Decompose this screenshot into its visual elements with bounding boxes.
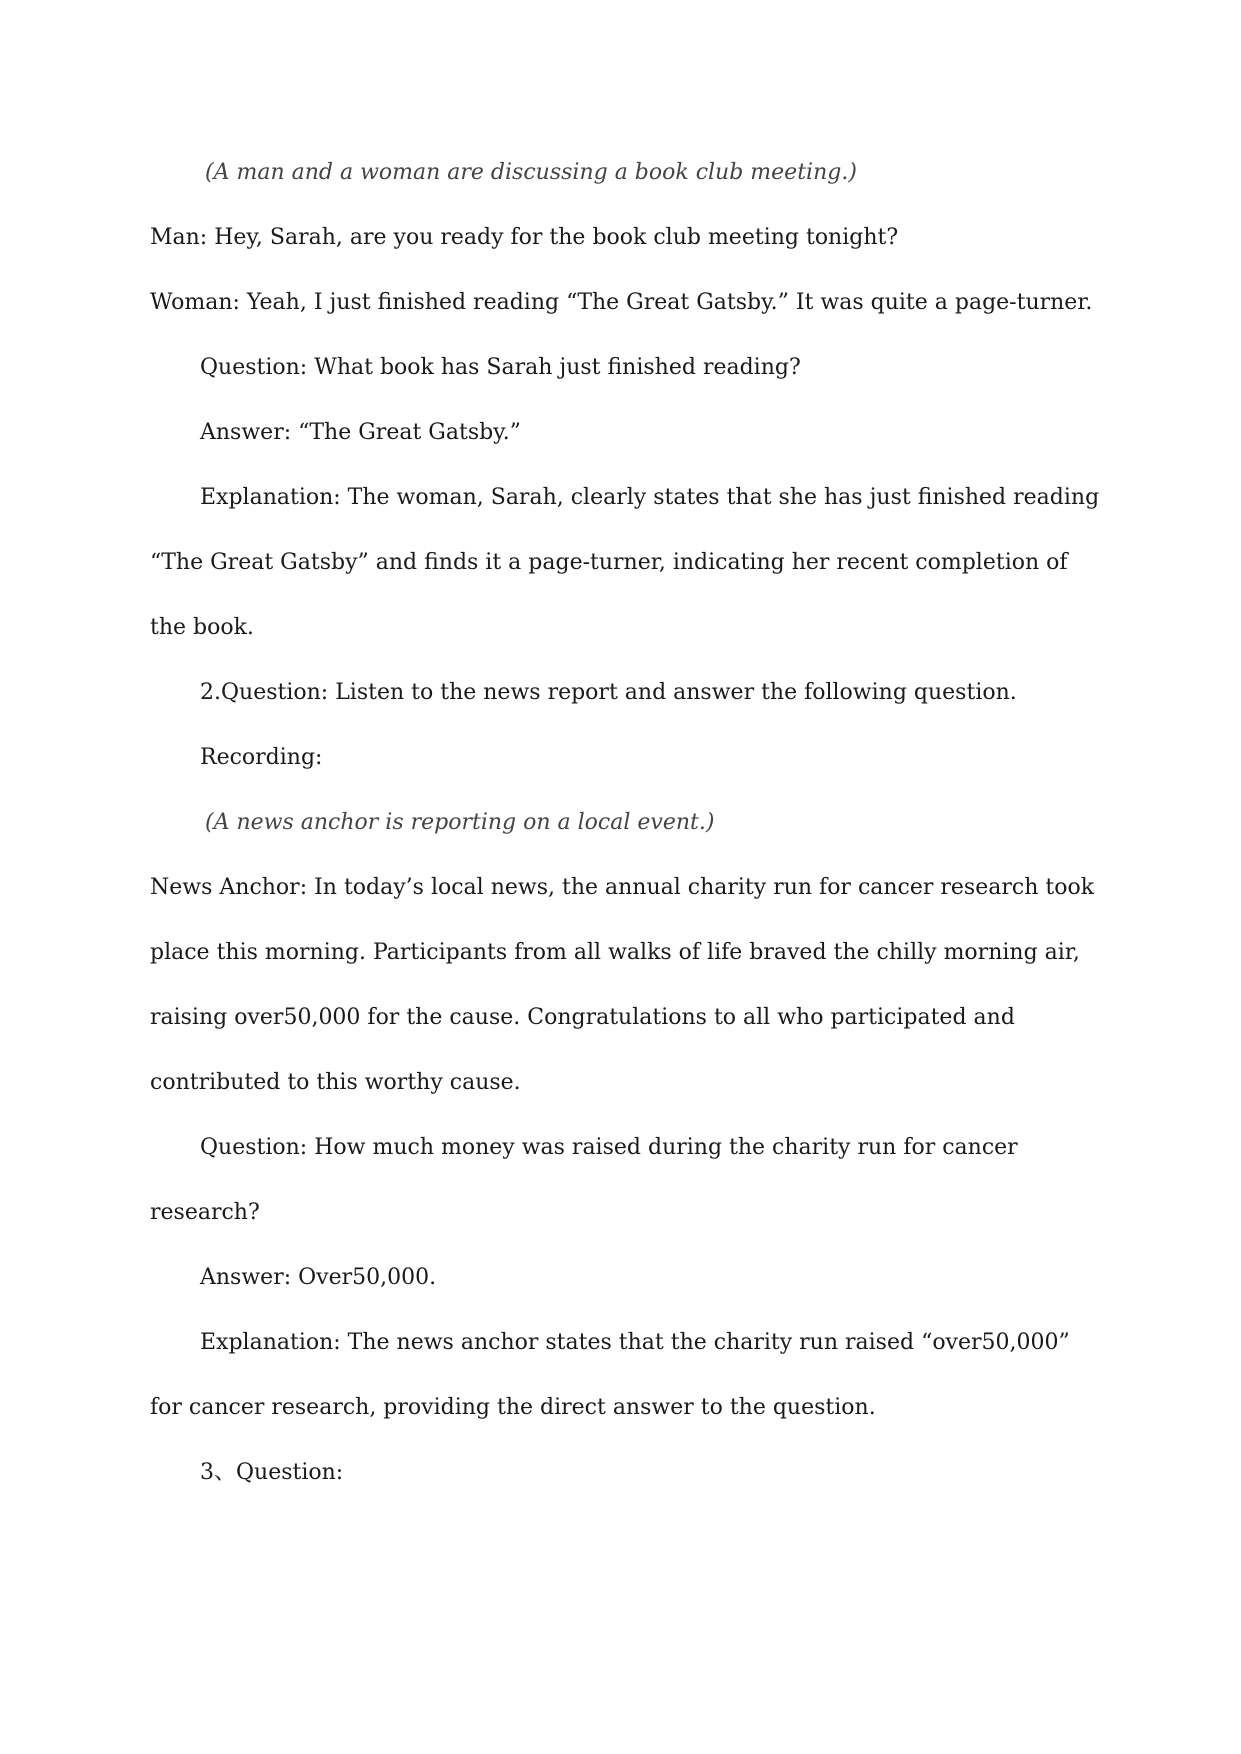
document-page <box>150 140 1107 1505</box>
stage-direction: (A man and a woman are discussing a book club meeting.) <box>205 160 857 185</box>
answer-text: Answer: “The Great Gatsby.” <box>200 420 521 445</box>
stage-direction-2: (A news anchor is reporting on a local event.) <box>205 810 715 835</box>
recording-label: Recording: <box>200 745 323 770</box>
answer-text-2: Answer: Over50,000. <box>200 1265 437 1290</box>
news-report: News Anchor: In today’s local news, the annual charity run for cancer research took place this morning. Participants from all walks of life braved the chilly morning air, raising over50,000 for the cause. Congratulations to all who participated and contributed to this worthy cause. <box>150 875 1102 1095</box>
question-heading-3: 3、Question: <box>200 1460 344 1485</box>
dialogue-line-woman: Woman: Yeah, I just finished reading “The Great Gatsby.” It was quite a page-turner. <box>150 290 1093 315</box>
question-text: Question: What book has Sarah just finished reading? <box>200 355 801 380</box>
dialogue-line-man: Man: Hey, Sarah, are you ready for the book club meeting tonight? <box>150 225 899 250</box>
question-text-2: Question: How much money was raised during the charity run for cancer research? <box>150 1135 1025 1225</box>
question-heading-2: 2.Question: Listen to the news report and answer the following question. <box>200 680 1017 705</box>
explanation-text: Explanation: The woman, Sarah, clearly states that she has just finished reading “The Great Gatsby” and finds it a page-turner, indicating her recent completion of the book. <box>150 485 1107 640</box>
explanation-text-2: Explanation: The news anchor states that the charity run raised “over50,000” for cancer research, providing the direct answer to the question. <box>150 1330 1077 1420</box>
